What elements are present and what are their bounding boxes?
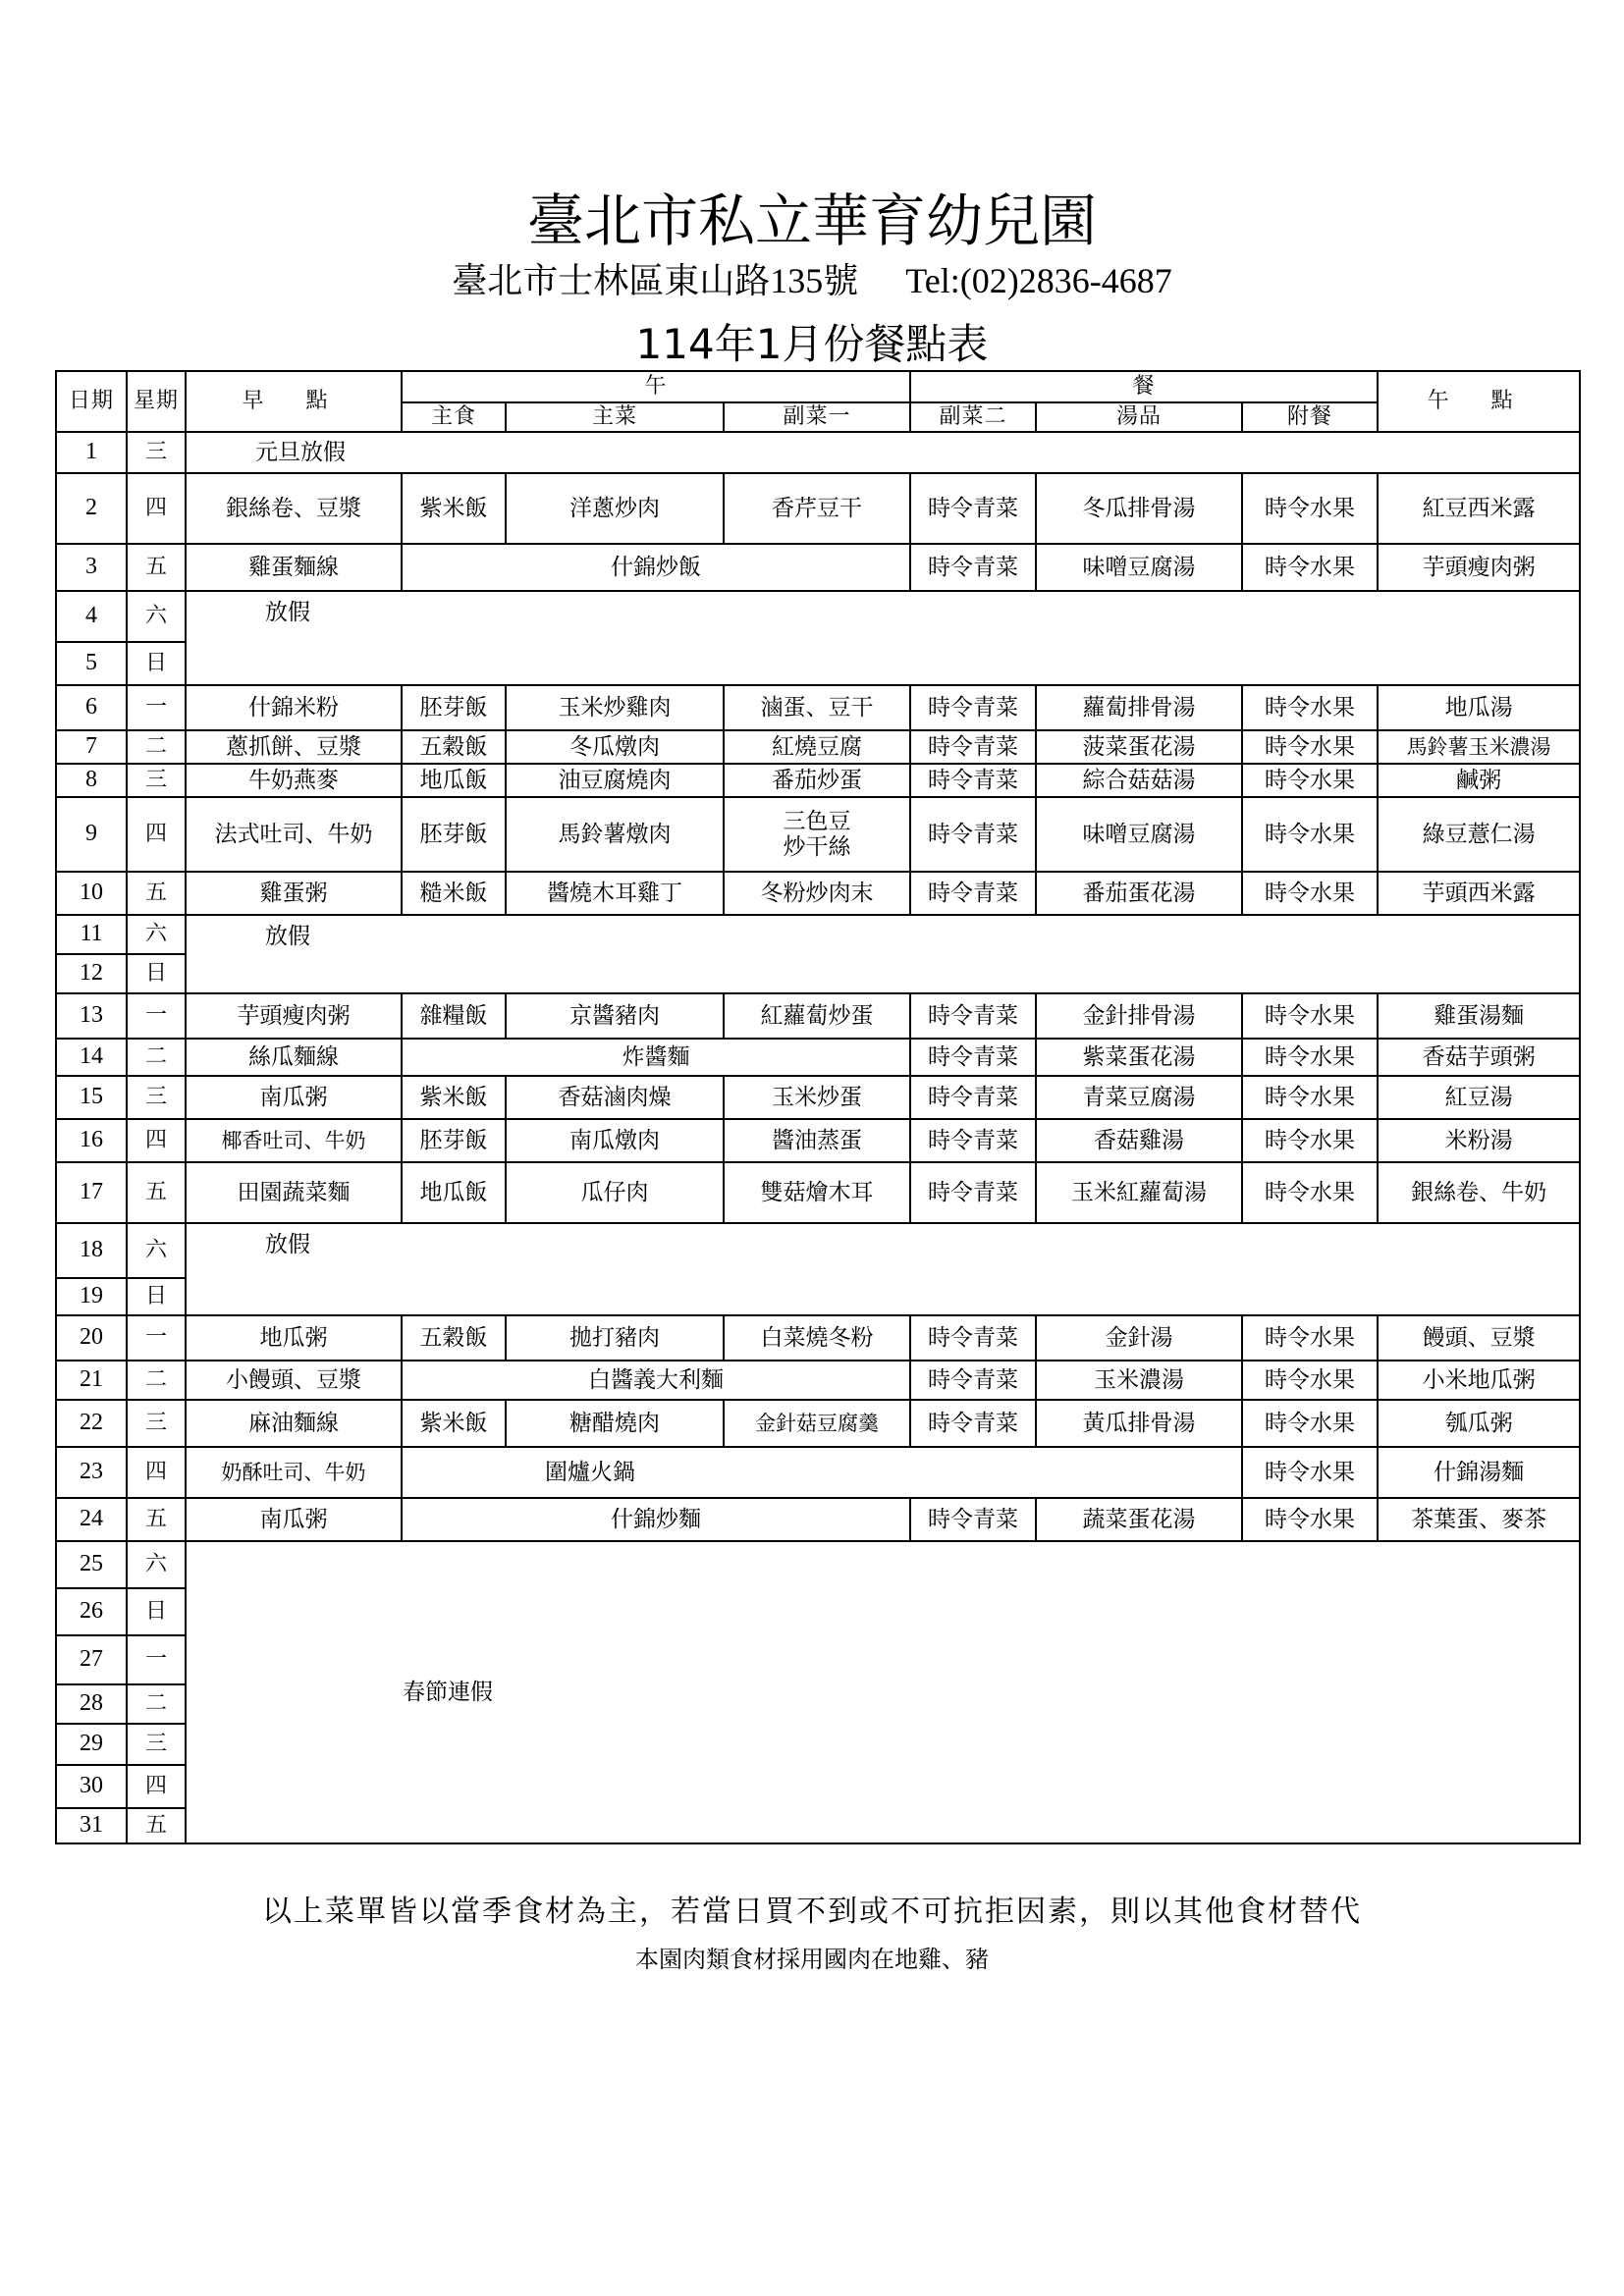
table-row xyxy=(56,1541,1580,1588)
weekday-cell: 五 xyxy=(127,544,186,591)
side1-cell: 醬油蒸蛋 xyxy=(724,1119,910,1162)
extra-cell: 時令水果 xyxy=(1242,730,1378,764)
weekday-cell: 日 xyxy=(127,954,186,993)
soup-cell: 玉米紅蘿蔔湯 xyxy=(1036,1162,1242,1223)
weekday-cell: 日 xyxy=(127,1278,186,1315)
breakfast-cell: 法式吐司、牛奶 xyxy=(186,797,402,872)
breakfast-cell: 雞蛋粥 xyxy=(186,872,402,915)
combined-lunch-cell: 白醬義大利麵 xyxy=(402,1361,910,1400)
extra-cell: 時令水果 xyxy=(1242,872,1378,915)
combined-lunch-cell: 炸醬麵 xyxy=(402,1039,910,1076)
breakfast-cell: 地瓜粥 xyxy=(186,1315,402,1361)
weekday-cell: 一 xyxy=(127,685,186,730)
side1-cell: 滷蛋、豆干 xyxy=(724,685,910,730)
date-cell: 20 xyxy=(56,1315,127,1361)
staple-cell: 雜糧飯 xyxy=(402,993,506,1039)
footer-note: 以上菜單皆以當季食材為主，若當日買不到或不可抗拒因素，則以其他食材替代 xyxy=(262,1895,1362,1929)
soup-cell: 香菇雞湯 xyxy=(1036,1119,1242,1162)
weekday-cell: 五 xyxy=(127,872,186,915)
weekday-cell: 六 xyxy=(127,591,186,642)
staple-cell: 胚芽飯 xyxy=(402,797,506,872)
weekday-cell: 二 xyxy=(127,730,186,764)
weekday-cell: 四 xyxy=(127,473,186,544)
soup-cell: 蔬菜蛋花湯 xyxy=(1036,1498,1242,1541)
date-cell: 4 xyxy=(56,591,127,642)
staple-cell: 地瓜飯 xyxy=(402,1162,506,1223)
staple-cell: 胚芽飯 xyxy=(402,1119,506,1162)
snack-cell: 米粉湯 xyxy=(1378,1119,1580,1162)
main-dish-cell: 玉米炒雞肉 xyxy=(506,685,724,730)
header-soup: 湯品 xyxy=(1036,402,1242,432)
date-cell: 16 xyxy=(56,1119,127,1162)
telephone: Tel:(02)2836-4687 xyxy=(905,261,1172,300)
header-side1: 副菜一 xyxy=(724,402,910,432)
date-cell: 28 xyxy=(56,1684,127,1724)
date-cell: 29 xyxy=(56,1724,127,1765)
table-row xyxy=(56,1119,1580,1162)
staple-cell: 紫米飯 xyxy=(402,473,506,544)
soup-cell: 番茄蛋花湯 xyxy=(1036,872,1242,915)
holiday-note: 放假 xyxy=(186,591,1580,685)
weekday-cell: 六 xyxy=(127,1223,186,1278)
header-breakfast: 早 點 xyxy=(186,371,402,432)
staple-cell: 胚芽飯 xyxy=(402,685,506,730)
table-row xyxy=(56,432,1580,473)
side2-cell: 時令青菜 xyxy=(910,797,1036,872)
breakfast-cell: 絲瓜麵線 xyxy=(186,1039,402,1076)
breakfast-cell: 椰香吐司、牛奶 xyxy=(186,1119,402,1162)
table-row xyxy=(56,1447,1580,1498)
weekday-cell: 一 xyxy=(127,993,186,1039)
breakfast-cell: 南瓜粥 xyxy=(186,1076,402,1119)
date-cell: 14 xyxy=(56,1039,127,1076)
side1-cell xyxy=(724,797,910,872)
date-cell: 26 xyxy=(56,1588,127,1635)
soup-cell: 冬瓜排骨湯 xyxy=(1036,473,1242,544)
main-dish-cell: 瓜仔肉 xyxy=(506,1162,724,1223)
extra-cell: 時令水果 xyxy=(1242,1447,1378,1498)
table-row xyxy=(56,1315,1580,1361)
header-lunch-left: 午 xyxy=(402,371,910,402)
snack-cell: 紅豆西米露 xyxy=(1378,473,1580,544)
date-cell: 24 xyxy=(56,1498,127,1541)
breakfast-cell: 銀絲卷、豆漿 xyxy=(186,473,402,544)
table-row xyxy=(56,797,1580,872)
extra-cell: 時令水果 xyxy=(1242,1119,1378,1162)
staple-cell: 五穀飯 xyxy=(402,1315,506,1361)
weekday-cell: 四 xyxy=(127,797,186,872)
soup-cell: 味噌豆腐湯 xyxy=(1036,797,1242,872)
weekday-cell: 三 xyxy=(127,432,186,473)
staple-cell: 紫米飯 xyxy=(402,1076,506,1119)
date-cell: 21 xyxy=(56,1361,127,1400)
main-dish-cell: 醬燒木耳雞丁 xyxy=(506,872,724,915)
header-snack: 午 點 xyxy=(1378,371,1580,432)
date-cell: 22 xyxy=(56,1400,127,1447)
staple-cell: 地瓜飯 xyxy=(402,764,506,797)
table-row xyxy=(56,1400,1580,1447)
extra-cell: 時令水果 xyxy=(1242,797,1378,872)
soup-cell: 玉米濃湯 xyxy=(1036,1361,1242,1400)
side1-cell: 白菜燒冬粉 xyxy=(724,1315,910,1361)
soup-cell: 紫菜蛋花湯 xyxy=(1036,1039,1242,1076)
header-extra: 附餐 xyxy=(1242,402,1378,432)
weekday-cell: 二 xyxy=(127,1361,186,1400)
snack-cell: 芋頭瘦肉粥 xyxy=(1378,544,1580,591)
extra-cell: 時令水果 xyxy=(1242,1400,1378,1447)
staple-cell: 紫米飯 xyxy=(402,1400,506,1447)
side2-cell: 時令青菜 xyxy=(910,685,1036,730)
date-cell: 7 xyxy=(56,730,127,764)
weekday-cell: 四 xyxy=(127,1119,186,1162)
weekday-cell: 日 xyxy=(127,642,186,685)
date-cell: 8 xyxy=(56,764,127,797)
soup-cell: 綜合菇菇湯 xyxy=(1036,764,1242,797)
side2-cell: 時令青菜 xyxy=(910,1162,1036,1223)
side2-cell: 時令青菜 xyxy=(910,764,1036,797)
weekday-cell: 四 xyxy=(127,1765,186,1808)
snack-cell: 紅豆湯 xyxy=(1378,1076,1580,1119)
weekday-cell: 一 xyxy=(127,1315,186,1361)
table-row xyxy=(56,544,1580,591)
soup-cell: 金針排骨湯 xyxy=(1036,993,1242,1039)
extra-cell: 時令水果 xyxy=(1242,1162,1378,1223)
date-cell: 3 xyxy=(56,544,127,591)
date-cell: 30 xyxy=(56,1765,127,1808)
date-cell: 9 xyxy=(56,797,127,872)
snack-cell: 鹹粥 xyxy=(1378,764,1580,797)
snack-cell: 地瓜湯 xyxy=(1378,685,1580,730)
snack-cell: 什錦湯麵 xyxy=(1378,1447,1580,1498)
header-staple: 主食 xyxy=(402,402,506,432)
snack-cell: 瓠瓜粥 xyxy=(1378,1400,1580,1447)
extra-cell: 時令水果 xyxy=(1242,1315,1378,1361)
extra-cell: 時令水果 xyxy=(1242,1498,1378,1541)
main-dish-cell: 冬瓜燉肉 xyxy=(506,730,724,764)
breakfast-cell: 南瓜粥 xyxy=(186,1498,402,1541)
date-cell: 19 xyxy=(56,1278,127,1315)
extra-cell: 時令水果 xyxy=(1242,544,1378,591)
side1-cell: 冬粉炒肉末 xyxy=(724,872,910,915)
side1-line1: 三色豆 xyxy=(783,808,851,834)
side2-cell: 時令青菜 xyxy=(910,1119,1036,1162)
snack-cell: 馬鈴薯玉米濃湯 xyxy=(1378,730,1580,764)
side2-cell: 時令青菜 xyxy=(910,1315,1036,1361)
address: 臺北市士林區東山路135號 xyxy=(452,261,859,300)
side1-cell: 金針菇豆腐羹 xyxy=(724,1400,910,1447)
snack-cell: 綠豆薏仁湯 xyxy=(1378,797,1580,872)
side1-cell: 香芹豆干 xyxy=(724,473,910,544)
side1-cell: 玉米炒蛋 xyxy=(724,1076,910,1119)
table-row xyxy=(56,1076,1580,1119)
weekday-cell: 四 xyxy=(127,1447,186,1498)
main-dish-cell: 糖醋燒肉 xyxy=(506,1400,724,1447)
side1-cell: 雙菇燴木耳 xyxy=(724,1162,910,1223)
side2-cell: 時令青菜 xyxy=(910,1400,1036,1447)
date-cell: 17 xyxy=(56,1162,127,1223)
extra-cell: 時令水果 xyxy=(1242,1361,1378,1400)
weekday-cell: 二 xyxy=(127,1039,186,1076)
soup-cell: 金針湯 xyxy=(1036,1315,1242,1361)
main-dish-cell: 油豆腐燒肉 xyxy=(506,764,724,797)
table-row xyxy=(56,1223,1580,1278)
snack-cell: 饅頭、豆漿 xyxy=(1378,1315,1580,1361)
weekday-cell: 日 xyxy=(127,1588,186,1635)
side1-cell: 紅燒豆腐 xyxy=(724,730,910,764)
header-weekday: 星期 xyxy=(127,371,186,432)
holiday-note: 放假 xyxy=(186,1223,1580,1315)
snack-cell: 小米地瓜粥 xyxy=(1378,1361,1580,1400)
date-cell: 1 xyxy=(56,432,127,473)
soup-cell: 黃瓜排骨湯 xyxy=(1036,1400,1242,1447)
weekday-cell: 三 xyxy=(127,1724,186,1765)
staple-cell: 五穀飯 xyxy=(402,730,506,764)
header-side2: 副菜二 xyxy=(910,402,1036,432)
holiday-note: 元旦放假 xyxy=(186,432,1580,473)
hotpot-cell: 圍爐火鍋 xyxy=(402,1447,1242,1498)
side2-cell: 時令青菜 xyxy=(910,1498,1036,1541)
breakfast-cell: 雞蛋麵線 xyxy=(186,544,402,591)
snack-cell: 香菇芋頭粥 xyxy=(1378,1039,1580,1076)
weekday-cell: 三 xyxy=(127,1076,186,1119)
breakfast-cell: 什錦米粉 xyxy=(186,685,402,730)
date-cell: 25 xyxy=(56,1541,127,1588)
table-row xyxy=(56,872,1580,915)
extra-cell: 時令水果 xyxy=(1242,685,1378,730)
table-row xyxy=(56,591,1580,642)
table-row xyxy=(56,473,1580,544)
soup-cell: 味噌豆腐湯 xyxy=(1036,544,1242,591)
spring-break-note: 春節連假 xyxy=(186,1541,1580,1843)
soup-cell: 蘿蔔排骨湯 xyxy=(1036,685,1242,730)
snack-cell: 銀絲卷、牛奶 xyxy=(1378,1162,1580,1223)
table-row xyxy=(56,764,1580,797)
weekday-cell: 五 xyxy=(127,1162,186,1223)
side2-cell: 時令青菜 xyxy=(910,1039,1036,1076)
soup-cell: 菠菜蛋花湯 xyxy=(1036,730,1242,764)
table-row xyxy=(56,1361,1580,1400)
main-dish-cell: 京醬豬肉 xyxy=(506,993,724,1039)
main-dish-cell: 香菇滷肉燥 xyxy=(506,1076,724,1119)
snack-cell: 雞蛋湯麵 xyxy=(1378,993,1580,1039)
main-dish-cell: 南瓜燉肉 xyxy=(506,1119,724,1162)
weekday-cell: 三 xyxy=(127,1400,186,1447)
weekday-cell: 二 xyxy=(127,1684,186,1724)
extra-cell: 時令水果 xyxy=(1242,993,1378,1039)
side2-cell: 時令青菜 xyxy=(910,1076,1036,1119)
combined-lunch-cell: 什錦炒麵 xyxy=(402,1498,910,1541)
header-date: 日期 xyxy=(56,371,127,432)
weekday-cell: 六 xyxy=(127,1541,186,1588)
date-cell: 6 xyxy=(56,685,127,730)
page-title: 臺北市私立華育幼兒園 xyxy=(526,187,1097,254)
footer-meat-note: 本園肉類食材採用國肉在地雞、豬 xyxy=(635,1946,989,1973)
date-cell: 12 xyxy=(56,954,127,993)
date-cell: 27 xyxy=(56,1635,127,1684)
soup-cell: 青菜豆腐湯 xyxy=(1036,1076,1242,1119)
meal-table xyxy=(55,370,1581,1844)
table-row xyxy=(56,685,1580,730)
weekday-cell: 五 xyxy=(127,1498,186,1541)
date-cell: 18 xyxy=(56,1223,127,1278)
table-row xyxy=(56,993,1580,1039)
holiday-note: 放假 xyxy=(186,915,1580,993)
weekday-cell: 五 xyxy=(127,1808,186,1843)
side2-cell: 時令青菜 xyxy=(910,473,1036,544)
table-row xyxy=(56,1039,1580,1076)
combined-lunch-cell: 什錦炒飯 xyxy=(402,544,910,591)
weekday-cell: 三 xyxy=(127,764,186,797)
table-row xyxy=(56,1162,1580,1223)
breakfast-cell: 芋頭瘦肉粥 xyxy=(186,993,402,1039)
weekday-cell: 六 xyxy=(127,915,186,954)
snack-cell: 芋頭西米露 xyxy=(1378,872,1580,915)
extra-cell: 時令水果 xyxy=(1242,473,1378,544)
date-cell: 11 xyxy=(56,915,127,954)
table-row xyxy=(56,915,1580,954)
staple-cell: 糙米飯 xyxy=(402,872,506,915)
date-cell: 13 xyxy=(56,993,127,1039)
header-lunch-right: 餐 xyxy=(910,371,1378,402)
main-dish-cell: 馬鈴薯燉肉 xyxy=(506,797,724,872)
side2-cell: 時令青菜 xyxy=(910,993,1036,1039)
address-line xyxy=(0,253,1624,303)
breakfast-cell: 田園蔬菜麵 xyxy=(186,1162,402,1223)
main-dish-cell: 洋蔥炒肉 xyxy=(506,473,724,544)
extra-cell: 時令水果 xyxy=(1242,1039,1378,1076)
breakfast-cell: 牛奶燕麥 xyxy=(186,764,402,797)
side1-line2: 炒干絲 xyxy=(783,834,851,860)
extra-cell: 時令水果 xyxy=(1242,764,1378,797)
date-cell: 15 xyxy=(56,1076,127,1119)
breakfast-cell: 蔥抓餅、豆漿 xyxy=(186,730,402,764)
menu-month-title: 114年1月份餐點表 xyxy=(635,320,989,368)
side2-cell: 時令青菜 xyxy=(910,872,1036,915)
main-dish-cell: 拋打豬肉 xyxy=(506,1315,724,1361)
side2-cell: 時令青菜 xyxy=(910,1361,1036,1400)
table-row xyxy=(56,730,1580,764)
breakfast-cell: 麻油麵線 xyxy=(186,1400,402,1447)
snack-cell: 茶葉蛋、麥茶 xyxy=(1378,1498,1580,1541)
date-cell: 31 xyxy=(56,1808,127,1843)
side2-cell: 時令青菜 xyxy=(910,730,1036,764)
date-cell: 5 xyxy=(56,642,127,685)
date-cell: 23 xyxy=(56,1447,127,1498)
side1-cell: 紅蘿蔔炒蛋 xyxy=(724,993,910,1039)
weekday-cell: 一 xyxy=(127,1635,186,1684)
side1-cell: 番茄炒蛋 xyxy=(724,764,910,797)
date-cell: 2 xyxy=(56,473,127,544)
extra-cell: 時令水果 xyxy=(1242,1076,1378,1119)
breakfast-cell: 小饅頭、豆漿 xyxy=(186,1361,402,1400)
table-row xyxy=(56,1498,1580,1541)
breakfast-cell: 奶酥吐司、牛奶 xyxy=(186,1447,402,1498)
date-cell: 10 xyxy=(56,872,127,915)
header-main: 主菜 xyxy=(506,402,724,432)
side2-cell: 時令青菜 xyxy=(910,544,1036,591)
